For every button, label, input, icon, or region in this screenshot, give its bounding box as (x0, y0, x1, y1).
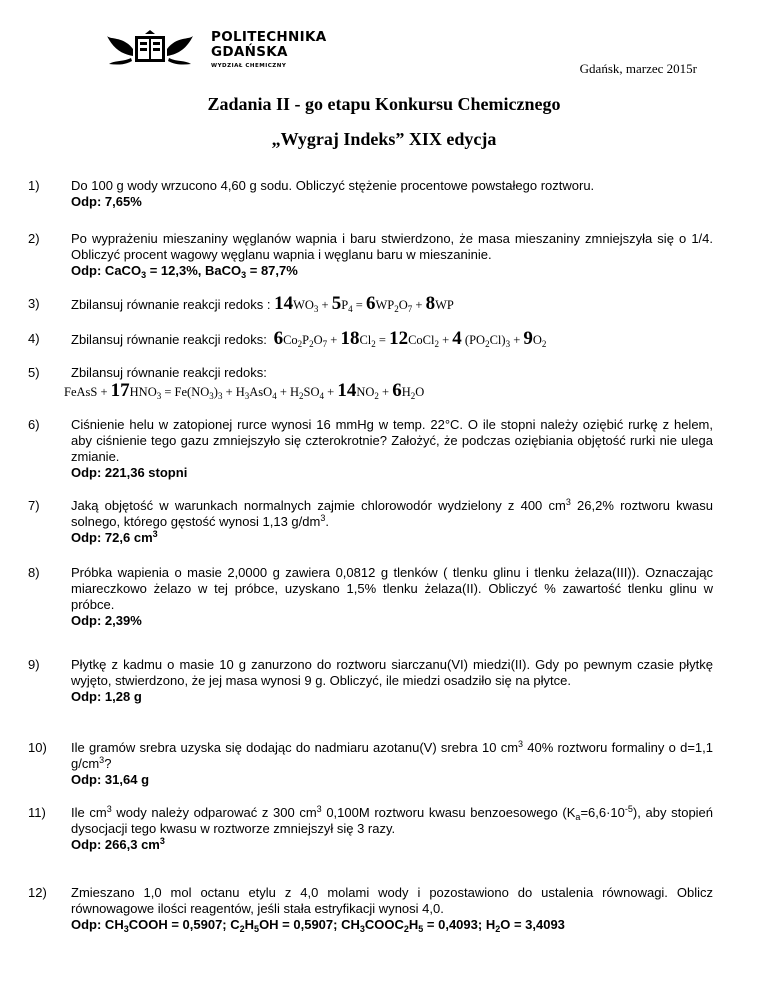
task-answer: Odp: 1,28 g (71, 689, 142, 704)
task-number: 5) (28, 365, 40, 380)
task-4 (28, 328, 713, 349)
task-answer: Odp: 72,6 $cm^3$ (71, 529, 158, 545)
task-number: 8) (28, 565, 40, 580)
redox-equation: $6Co_2P_2O_7 + 18Cl_2$ = 12CoCl$_2$ + 4 $(PO_2Cl)_3 + 9O_2$ (273, 328, 547, 349)
document-subtitle: „Wygraj Indeks” XIX edycja (271, 129, 497, 149)
task-text: Do 100 g wody wrzucono 4,60 g sodu. Obliczyć stężenie procentowe powstałego roztworu. (71, 178, 595, 193)
equation-coefficient: 4 (452, 328, 462, 349)
task-text: Jaką objętość w warunkach normalnych zajmie chlorowodór wydzielony z 400 $cm^3$ 26,2% roztworu kwasu solnego, którego gęstość wynosi 1,13 $g/dm^3$. (71, 497, 713, 529)
task-1 (28, 178, 713, 210)
task-text: Płytkę z kadmu o masie 10 g zanurzono do roztworu siarczanu(VI) miedzi(II). Gdy po pewnym czasie płytkę wyjęto, stwierdzono, że jej masa wynosi 9 g. Obliczyć, ile miedzi osadziło się na płytce. (71, 657, 713, 688)
task-answer: Odp: 221,36 stopni (71, 465, 188, 480)
task-3 (28, 293, 713, 314)
task-number: 9) (28, 657, 40, 672)
task-10 (28, 740, 713, 788)
task-7 (28, 498, 713, 546)
task-text: Ciśnienie helu w zatopionej rurce wynosi 16 mmHg w temp. 22°C. O ile stopni należy oziębić rurkę z helem, aby ciśnienie tego gazu zmniejszyło się czterokrotnie? Założyć, że podczas oziębiania objętość rurki nie ulega zmianie. (71, 417, 713, 464)
task-8 (28, 565, 713, 629)
task-answer: Odp: CaCO$_3$ = 12,3%, BaCO$_3$ = 87,7% (71, 263, 298, 280)
task-answer: Odp: 31,64 g (71, 772, 150, 787)
logo-department: WYDZIAŁ CHEMICZNY (211, 63, 287, 69)
task-number: 3) (28, 296, 40, 311)
equation-coefficient: 18 (340, 328, 360, 349)
task-11 (28, 805, 713, 853)
task-number: 4) (28, 331, 40, 346)
task-answer: Odp: 7,65% (71, 194, 142, 209)
logo-name-line2: GDAŃSKA (211, 44, 288, 60)
task-number: 6) (28, 417, 40, 432)
university-logo (105, 28, 345, 76)
task-number: 2) (28, 231, 40, 246)
task-text: Ile $cm^3$ wody należy odparować z 300 $cm^3$ 0,100M roztworu kwasu benzoesowego $(K_a=6,6\cdot 10^{-5})$, aby stopień dysocjacji tego kwasu w roztworze zmniejszył się 3 razy. (71, 804, 714, 836)
university-emblem-icon (105, 30, 203, 68)
task-2 (28, 231, 713, 279)
redox-equation: FeAsS + $17HNO_3 = Fe(NO_3)_3 + H_3AsO_4 + H_2SO_4 + 14NO_2 + 6H_2O$ (64, 380, 425, 401)
redox-equation: $14WO_3 + 5P_4 = 6WP_2O_7 + 8WP$ (274, 293, 454, 314)
equation-coefficient: 17 (110, 380, 130, 401)
task-text: Po wyprażeniu mieszaniny węglanów wapnia i baru stwierdzono, że masa mieszaniny zmniejszyła się o 1/4. Obliczyć procent wagowy węglanu wapnia i węglanu baru w mieszaninie. (71, 231, 713, 262)
equation-coefficient: 6 (273, 328, 284, 349)
task-text: Próbka wapienia o masie 2,0000 g zawiera 0,0812 g tlenków ( tlenku glinu i tlenku żelaza(III)). Oznaczając miareczkowo żelazo w tej próbce, uzyskano 1,5% tlenku żelaza(II). Obliczyć % zawartość tlenku glinu w próbce. (71, 565, 713, 612)
task-number: 11) (28, 805, 46, 820)
task-answer: Odp: $CH_3COOH = 0,5907$; $C_2H_5OH = 0,5907$; $CH_3COOC_2H_5 = 0,4093$; $H_2O = 3,4093$ (71, 917, 565, 934)
document-title: Zadania II - go etapu Konkursu Chemicznego (207, 94, 561, 114)
task-text: Zmieszano 1,0 mol octanu etylu z 4,0 molami wody i pozostawiono do ustalenia równowagi. Oblicz równowagowe ilości reagentów, jeśli stała estryfikacji wynosi 4,0. (71, 885, 713, 916)
equation-coefficient: 14 (337, 380, 357, 401)
task-6 (28, 417, 713, 481)
equation-coefficient: 5 (331, 293, 342, 314)
logo-name-line1: POLITECHNIKA (211, 29, 327, 45)
equation-coefficient: 6 (365, 293, 376, 314)
equation-coefficient: 14 (274, 293, 294, 314)
equation-coefficient: 9 (523, 328, 533, 349)
task-number: 10) (28, 740, 47, 755)
task-text: Zbilansuj równanie reakcji redoks: (71, 365, 267, 380)
task-answer: Odp: 2,39% (71, 613, 142, 628)
task-12 (28, 885, 713, 933)
task-answer: Odp: 266,3 $cm^3$ (71, 836, 165, 852)
equation-coefficient: 8 (425, 293, 436, 314)
task-number: 1) (28, 178, 40, 193)
task-5 (28, 365, 713, 400)
task-text: Zbilansuj równanie reakcji redoks: (71, 332, 267, 347)
task-text: Ile gramów srebra uzyska się dodając do nadmiaru azotanu(V) srebra 10 $cm^3$ 40% roztworu formaliny o d=1,1 $g/cm^3$? (71, 739, 714, 771)
task-number: 7) (28, 498, 40, 513)
equation-coefficient: 12 (389, 328, 409, 349)
task-text: Zbilansuj równanie reakcji redoks : (71, 297, 271, 312)
task-number: 12) (28, 885, 47, 900)
equation-coefficient: 6 (392, 380, 402, 401)
task-9 (28, 657, 713, 705)
place-date: Gdańsk, marzec 2015r (579, 61, 697, 76)
